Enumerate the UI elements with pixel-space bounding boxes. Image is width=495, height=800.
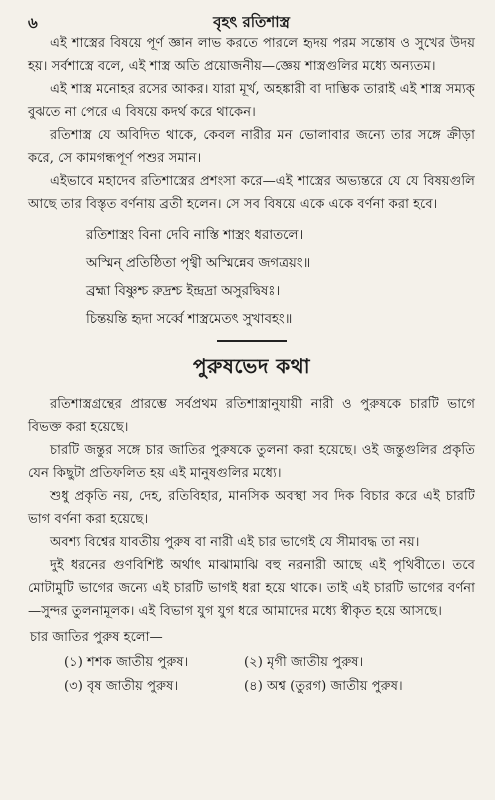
section-paragraph: রতিশাস্ত্রগ্রন্থের প্রারম্ভে সর্বপ্রথম রতিশাস্ত্রানুযায়ী নারী ও পুরুষকে চারটি ভাগে বিভক্ত করা হয়েছে। bbox=[28, 397, 475, 435]
page-header bbox=[28, 10, 475, 32]
intro-paragraph: এইভাবে মহাদেব রতিশাস্ত্রের প্রশংসা করে—এই শাস্ত্রের অভ্যন্তরে যে যে বিষয়গুলি আছে তার বিস্তৃত বর্ণনায় ব্রতী হলেন। সে সব বিষয়ে একে একে বর্ণনা করা হবে। bbox=[28, 174, 475, 212]
intro-paragraph: এই শাস্ত্রের বিষয়ে পূর্ণ জ্ঞান লাভ করতে পারলে হৃদয় পরম সন্তোষ ও সুখের উদয় হয়। সর্বশাস্ত্রে বলে, এই শাস্ত্র অতি প্রয়োজনীয়—জ্ঞেয় শাস্ত্রগুলির মধ্যে অন্যতম। bbox=[28, 36, 475, 74]
type-item: (২) মৃগী জাতীয় পুরুষ। bbox=[244, 655, 364, 670]
running-head: বৃহৎ রতিশাস্ত্র bbox=[213, 13, 290, 31]
intro-paragraph: এই শাস্ত্র মনোহর রসের আকর। যারা মূর্খ, অহঙ্কারী বা দাম্ভিক তারাই এই শাস্ত্র সম্যক্ বুঝতে না পেরে এ বিষয়ে কদর্থ করে থাকেন। bbox=[28, 82, 475, 120]
type-item: (৩) বৃষ জাতীয় পুরুষ। bbox=[64, 679, 179, 694]
sanskrit-verse bbox=[86, 222, 475, 334]
type-item: (১) শশক জাতীয় পুরুষ। bbox=[64, 655, 189, 670]
types-intro: চার জাতির পুরুষ হলো— bbox=[30, 630, 163, 645]
section-paragraph: চারটি জন্তুর সঙ্গে চার জাতির পুরুষকে তুলনা করা হয়েছে। ওই জন্তুগুলির প্রকৃতি যেন কিছুটা প্রতিফলিত হয় এই মানুষগুলির মধ্যে। bbox=[28, 443, 475, 481]
verse-line: রতিশাস্ত্রং বিনা দেবি নাস্তি শাস্ত্রং ধরাতলে। bbox=[86, 228, 304, 243]
section-divider bbox=[217, 340, 287, 342]
section-paragraph: শুধু প্রকৃতি নয়, দেহ, রতিবিহার, মানসিক অবস্থা সব দিক বিচার করে এই চারটি ভাগ বর্ণনা করা হয়েছে। bbox=[28, 489, 475, 527]
verse-line: ব্রহ্মা বিষ্ণুশ্চ রুদ্রশ্চ ইন্দ্রদ্রা অসুরদ্বিষঃ। bbox=[86, 284, 281, 299]
type-item: (৪) অশ্ব (তুরগ) জাতীয় পুরুষ। bbox=[244, 679, 403, 694]
section-paragraph: দুই ধরনের গুণবিশিষ্ট অর্থাৎ মাঝামাঝি বহু নরনারী আছে এই পৃথিবীতে। তবে মোটামুটি ভাগের জন্যে এই চারটি ভাগই ধরা হয়ে থাকে। তাই এই চারটি ভাগের বর্ণনা—সুন্দর তুলনামূলক। এই বিভাগ যুগ যুগ ধরে আমাদের মধ্যে স্বীকৃত হয়ে আসছে। bbox=[28, 558, 475, 619]
types-list bbox=[64, 651, 475, 699]
section-title: পুরুষভেদ কথা bbox=[192, 354, 311, 378]
page-number: ৬ bbox=[28, 14, 38, 32]
intro-paragraph: রতিশাস্ত্র যে অবিদিত থাকে, কেবল নারীর মন ভোলাবার জন্যে তার সঙ্গে ক্রীড়া করে, সে কামগন্ধপূর্ণ পশুর সমান। bbox=[28, 128, 475, 166]
verse-line: অস্মিন্ প্রতিষ্ঠিতা পৃথ্বী অস্মিন্নেব জগত্রয়ং॥ bbox=[86, 256, 311, 271]
verse-line: চিন্তয়ন্তি হৃদা সর্ব্বে শাস্ত্রমেতৎ সুখাবহং॥ bbox=[86, 312, 293, 327]
section-paragraph: অবশ্য বিশ্বের যাবতীয় পুরুষ বা নারী এই চার ভাগেই যে সীমাবদ্ধ তা নয়। bbox=[50, 535, 420, 550]
